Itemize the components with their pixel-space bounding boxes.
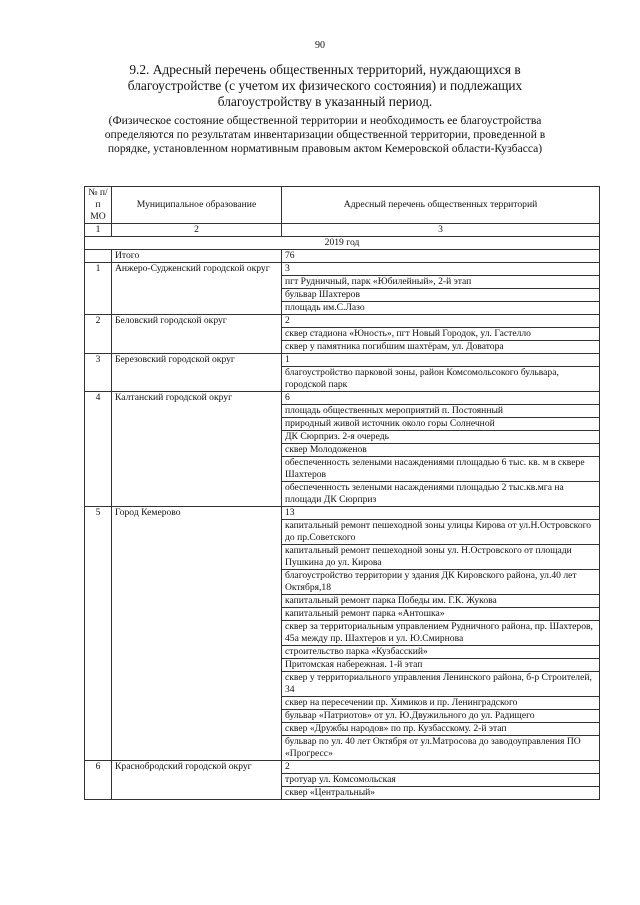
- column-number: 1: [85, 224, 112, 237]
- total-label: Итого: [112, 250, 282, 263]
- territory-item: ДК Сюрприз. 2-я очередь: [282, 431, 600, 444]
- territory-item: сквер за территориальным управлением Рудничного района, пр. Шахтеров, 45а между пр. Шахтеров и ул. Ю.Смирнова: [282, 621, 600, 646]
- territory-item: бульвар «Патриотов» от ул. Ю.Двужильного до ул. Радищего: [282, 710, 600, 723]
- territory-count: 13: [282, 507, 600, 520]
- year-row: [85, 237, 600, 250]
- total-row: [85, 250, 600, 263]
- municipality-name: Беловский городской округ: [112, 315, 282, 354]
- year-label: 2019 год: [85, 237, 600, 250]
- territory-item: капитальный ремонт пешеходной зоны улицы Кирова от ул.Н.Островского до пр.Советского: [282, 520, 600, 545]
- municipality-number: 1: [85, 263, 112, 315]
- municipality-name: Краснобродский городской округ: [112, 761, 282, 800]
- territory-item: сквер Молодоженов: [282, 444, 600, 457]
- page-number: 90: [315, 40, 325, 51]
- territory-item: капитальный ремонт пешеходной зоны ул. Н.Островского от площади Пушкина до ул. Кирова: [282, 545, 600, 570]
- municipality-number: 4: [85, 392, 112, 507]
- municipality-name: Калтанский городской округ: [112, 392, 282, 507]
- table-header-row: [85, 187, 600, 224]
- territory-item: бульвар по ул. 40 лет Октября от ул.Матросова до заводоуправления ПО «Прогресс»: [282, 736, 600, 761]
- territory-item: сквер «Центральный»: [282, 787, 600, 800]
- territory-item: благоустройство территории у здания ДК Кировского района, ул.40 лет Октября,18: [282, 570, 600, 595]
- municipality-number: 6: [85, 761, 112, 800]
- table-row: [85, 761, 600, 774]
- territory-item: строительство парка «Кузбасский»: [282, 646, 600, 659]
- municipality-name: Березовский городской округ: [112, 354, 282, 392]
- territory-item: обеспеченность зелеными насаждениями площадью 6 тыс. кв. м в сквере Шахтеров: [282, 457, 600, 482]
- territory-item: обеспеченность зелеными насаждениями площадью 2 тыс.кв.мга на площади ДК Сюрприз: [282, 482, 600, 507]
- territory-count: 2: [282, 761, 600, 774]
- territory-count: 3: [282, 263, 600, 276]
- territory-item: бульвар Шахтеров: [282, 289, 600, 302]
- municipality-number: 5: [85, 507, 112, 761]
- territory-item: пгт Рудничный, парк «Юбилейный», 2-й этап: [282, 276, 600, 289]
- territory-item: Притомская набережная. 1-й этап: [282, 659, 600, 672]
- municipality-number: 3: [85, 354, 112, 392]
- municipality-number: 2: [85, 315, 112, 354]
- territory-count: 6: [282, 392, 600, 405]
- territory-count: 1: [282, 354, 600, 367]
- territory-item: сквер на пересечении пр. Химиков и пр. Ленинградского: [282, 697, 600, 710]
- total-num-cell: [85, 250, 112, 263]
- table-row: [85, 354, 600, 367]
- column-number: 2: [112, 224, 282, 237]
- table-row: [85, 263, 600, 276]
- header-num: № п/п МО: [85, 187, 112, 224]
- territory-item: природный живой источник около горы Солнечной: [282, 418, 600, 431]
- territory-item: сквер у территориального управления Ленинского района, б-р Строителей, 34: [282, 672, 600, 697]
- section-subtitle: (Физическое состояние общественной территории и необходимость ее благоустройства определяются по результатам инвентаризации общественной территории, проведенной в порядке, установленном нормативным правовым актом Кемеровской области-Кузбасса): [104, 114, 546, 155]
- table-row: [85, 315, 600, 328]
- header-address-list: Адресный перечень общественных территорий: [282, 187, 600, 224]
- territory-count: 2: [282, 315, 600, 328]
- table-row: [85, 507, 600, 520]
- territory-item: тротуар ул. Комсомольская: [282, 774, 600, 787]
- territory-item: сквер стадиона «Юность», пгт Новый Городок, ул. Гастелло: [282, 328, 600, 341]
- total-value: 76: [282, 250, 600, 263]
- territory-item: площадь общественных мероприятий п. Постоянный: [282, 405, 600, 418]
- territories-table: [84, 186, 600, 800]
- section-title: 9.2. Адресный перечень общественных территорий, нуждающихся в благоустройстве (с учетом их физического состояния) и подлежащих благоустройству в указанный период.: [127, 62, 523, 109]
- territory-item: площадь им.С.Лазо: [282, 302, 600, 315]
- municipality-name: Город Кемерово: [112, 507, 282, 761]
- territory-item: благоустройство парковой зоны, район Комсомольсокого бульвара, городской парк: [282, 367, 600, 392]
- territory-item: сквер «Дружбы народов» по пр. Кузбасскому. 2-й этап: [282, 723, 600, 736]
- column-number: 3: [282, 224, 600, 237]
- column-number-row: [85, 224, 600, 237]
- municipality-name: Анжеро-Судженский городской округ: [112, 263, 282, 315]
- header-municipality: Муниципальное образование: [112, 187, 282, 224]
- territory-item: сквер у памятника погибшим шахтёрам, ул. Доватора: [282, 341, 600, 354]
- territory-item: капитальный ремонт парка «Антошка»: [282, 608, 600, 621]
- territory-item: капитальный ремонт парка Победы им. Г.К. Жукова: [282, 595, 600, 608]
- table-row: [85, 392, 600, 405]
